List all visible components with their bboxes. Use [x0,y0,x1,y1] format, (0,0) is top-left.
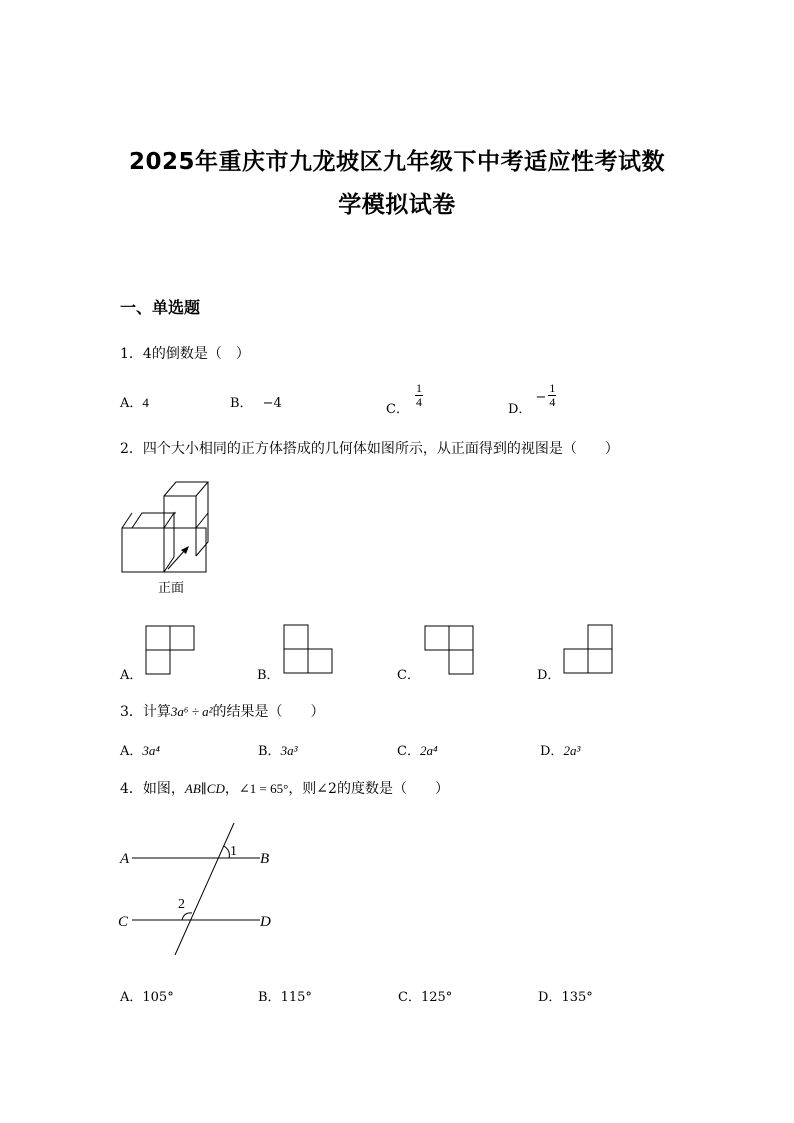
q2-option-d-view [563,624,615,676]
option-label: D． [508,402,532,417]
question-4-text [120,778,449,798]
option-value: 2a³ [563,743,581,758]
point-b-label: B [260,851,270,867]
option-label: B． [258,990,281,1005]
q4-option-a [120,986,174,1005]
angle-1-label: 1 [230,844,237,859]
fraction-numerator: 1 [415,381,422,395]
option-value: 2a⁴ [419,743,438,758]
option-label: B． [230,396,253,411]
option-value: 105° [142,990,174,1005]
option-label: C． [397,744,420,759]
point-a-label: A [120,851,130,867]
q2-option-b-view [283,624,335,676]
arrow-icon [168,550,185,569]
q1-option-c [386,381,423,417]
q3-prefix: 3．计算 [120,704,171,720]
q4-condition-parallel: AB∥CD [184,781,225,796]
q3-suffix: 的结果是（ ） [212,704,325,720]
q2-option-d-label: D． [537,668,561,683]
q4-prefix: 4．如图， [120,781,185,797]
q2-option-a-view [145,625,197,677]
q4-option-c [398,986,452,1005]
minus-sign: − [535,390,547,405]
option-label: C． [398,990,421,1005]
option-value: 3a³ [280,743,298,758]
q1-option-a [120,392,149,411]
q2-option-b-label: B． [257,668,280,683]
section-heading: 一、单选题 [120,298,201,317]
option-value: 115° [280,990,312,1005]
question-3-text [120,701,324,721]
fraction [415,382,423,409]
option-value: 3a⁴ [142,743,160,758]
option-value: 4 [142,395,149,410]
angle-1-arc [224,846,229,858]
q4-suffix: ，则∠2的度数是（ ） [288,781,449,797]
transversal-line [175,823,234,955]
q4-separator: ， [224,781,239,797]
q3-option-a [120,740,160,759]
option-label: C． [386,402,409,417]
point-d-label: D [260,914,271,930]
fraction-denominator: 4 [549,395,556,409]
option-label: D． [538,990,562,1005]
option-value: 135° [561,990,593,1005]
option-label: B． [258,744,281,759]
q3-option-d [540,740,580,759]
fraction-denominator: 4 [415,395,422,409]
q2-option-c-label: C． [397,668,420,683]
q2-option-a-label: A． [120,668,143,683]
fraction [548,382,556,409]
q3-option-b [258,740,297,759]
q1-option-d [508,381,556,417]
exam-title-line2: 学模拟试卷 [338,192,456,218]
q4-option-d [538,986,593,1005]
option-label: A． [120,990,143,1005]
angle-2-arc [182,913,192,920]
parallel-lines-figure [112,815,287,965]
q3-option-c [397,740,437,759]
option-value: −4 [262,396,282,411]
question-2-text: 2．四个大小相同的正方体搭成的几何体如图所示，从正面得到的视图是（ ） [120,441,619,457]
front-label: 正面 [158,581,185,596]
q1-option-b [230,392,282,411]
option-label: D． [540,744,564,759]
option-label: A． [120,396,143,411]
q3-expression: 3a⁶ ÷ a² [170,704,213,719]
question-1-text: 1．4的倒数是（ ） [120,346,250,362]
option-label: A． [120,744,143,759]
q2-option-c-view [424,625,476,677]
angle-2-label: 2 [178,897,185,912]
q4-condition-angle: ∠1 = 65° [238,781,289,796]
q4-option-b [258,986,312,1005]
point-c-label: C [118,914,129,930]
option-value: 125° [420,990,453,1005]
exam-title-line1: 2025年重庆市九龙坡区九年级下中考适应性考试数 [128,149,665,175]
fraction-numerator: 1 [549,381,556,395]
